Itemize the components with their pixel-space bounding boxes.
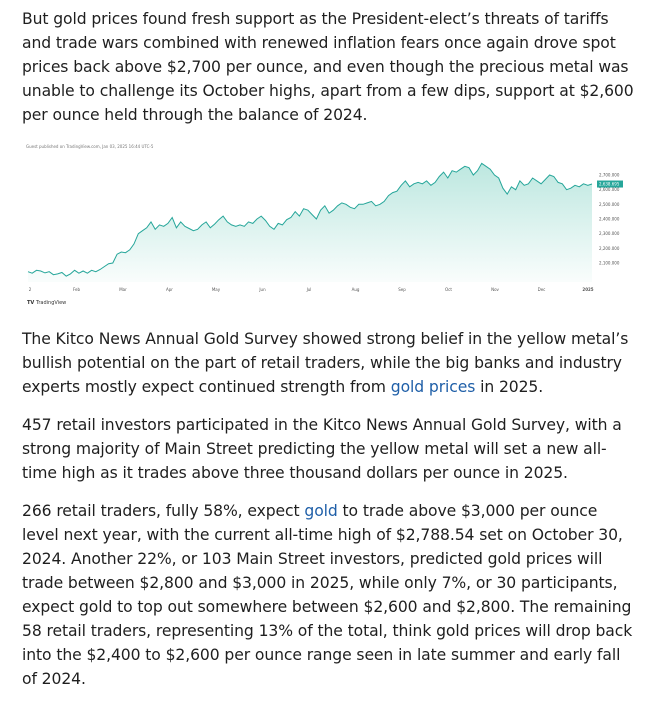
tradingview-logo-text: TradingView — [36, 300, 67, 306]
tradingview-icon: TV — [27, 300, 35, 306]
y-tick-label: 2,700.000 — [599, 172, 620, 178]
paragraph-text: to trade above $3,000 per ounce level next year, with the current all-time high of $2,788.54 set on October 30, 2024. Another 22%, or 103 Main Street investors, predicted gold prices will trade between $2,800 and $3,000 in 2025, while only 7%, or 30 participants, expect gold to top out somewhere between $2,600 and $2,800. The remaining 58 retail traders, representing 13% of the total, think gold prices will drop back into the $2,400 to $2,600 per ounce range seen in late summer and early fall of 2024. — [22, 502, 633, 688]
paragraph-survey-belief — [22, 327, 634, 399]
paragraph-text: 266 retail traders, fully 58%, expect — [22, 502, 305, 520]
y-tick-label: 2,200.000 — [599, 245, 620, 251]
chart-caption: Guest published on TradingView.com, Jan 03, 2025 16:44 UTC-5 — [26, 144, 154, 149]
y-tick-label: 2,500.000 — [599, 201, 620, 207]
x-tick-label: Nov — [491, 287, 499, 292]
y-tick-label: 2,300.000 — [599, 231, 620, 237]
tradingview-logo — [27, 300, 66, 306]
paragraph-text: in 2025. — [475, 378, 544, 396]
gold-price-chart — [22, 142, 634, 312]
y-tick-label: 2,600.000 — [599, 187, 620, 193]
x-tick-label: Sep — [398, 287, 406, 292]
x-tick-label: Aug — [351, 287, 360, 292]
x-tick-label: Jul — [306, 287, 312, 292]
gold-link[interactable]: gold — [304, 502, 338, 520]
x-tick-label: Oct — [445, 287, 452, 292]
paragraph-retail-breakdown — [22, 499, 634, 691]
chart-canvas — [22, 142, 634, 312]
x-tick-label: 2 — [28, 287, 32, 292]
x-tick-label: May — [211, 287, 221, 292]
paragraph-text: The Kitco News Annual Gold Survey showed strong belief in the yellow metal’s bullish potential on the part of retail traders, while the big banks and industry experts mostly expect continued strength from — [22, 330, 629, 396]
price-area — [28, 163, 592, 282]
paragraph-intro: But gold prices found fresh support as the President-elect’s threats of tariffs and trade wars combined with renewed inflation fears once again drove spot prices back above $2,700 per ounce, and even though the precious metal was unable to challenge its October highs, apart from a few dips, support at $2,600 per ounce held through the balance of 2024. — [22, 10, 634, 124]
x-tick-label: Apr — [166, 287, 173, 292]
y-tick-label: 2,400.000 — [599, 216, 620, 222]
x-tick-label: Dec — [537, 287, 546, 292]
gold-prices-link[interactable]: gold prices — [390, 378, 476, 396]
x-tick-label: Mar — [119, 287, 127, 292]
x-tick-label: Jun — [259, 287, 266, 292]
x-tick-label: Feb — [72, 287, 81, 292]
last-price-label: 2,638.695 — [599, 181, 620, 187]
x-tick-label: 2025 — [582, 287, 594, 292]
y-tick-label: 2,100.000 — [599, 260, 620, 266]
paragraph-retail-participation: 457 retail investors participated in the Kitco News Annual Gold Survey, with a strong majority of Main Street predicting the yellow metal will set a new all-time high as it trades above three thousand dollars per ounce in 2025. — [22, 416, 622, 482]
